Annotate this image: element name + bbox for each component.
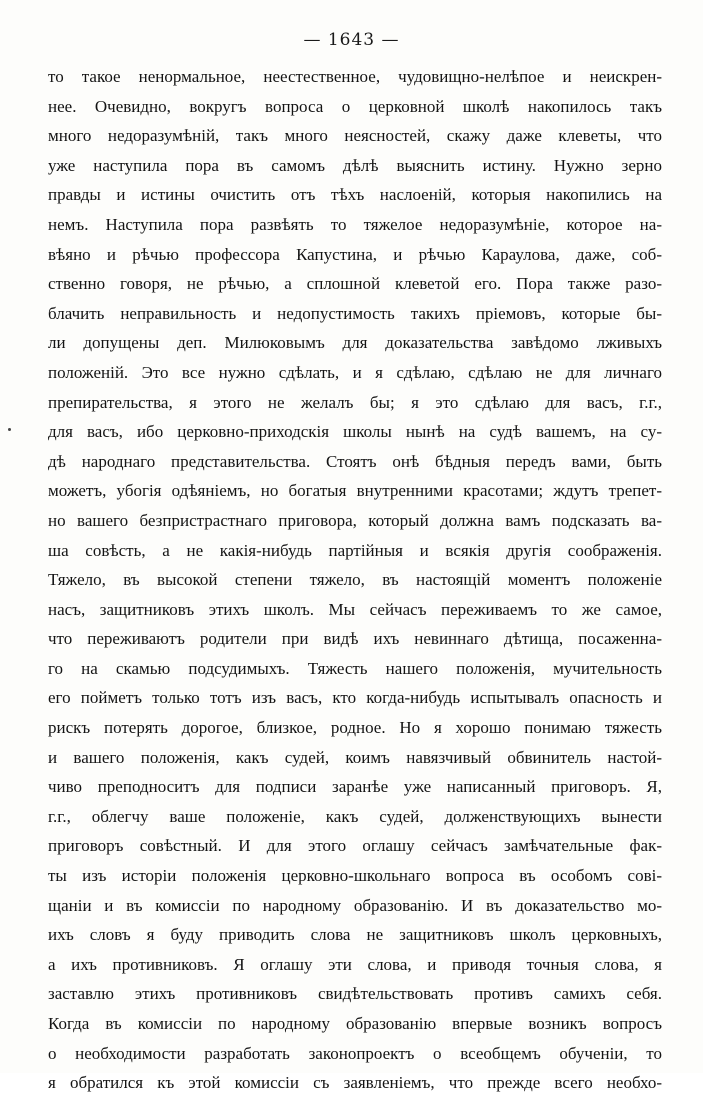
text-line: Когда въ комиссіи по народному образованію впервые возникъ вопросъ [48, 1014, 662, 1033]
text-line: ты изъ исторіи положенія церковно-школьнаго вопроса въ особомъ сові- [48, 866, 662, 886]
text-line: щаніи и въ комиссіи по народному образованію. И въ доказательство мо- [48, 895, 662, 915]
text-line: то такое ненормальное, неестественное, чудовищно-нелѣпое и неискрен- [48, 67, 662, 86]
text-line: ственно говоря, не рѣчью, а сплошной клеветой его. Пора также разо- [48, 274, 662, 294]
text-line: что переживаютъ родители при видѣ ихъ невиннаго дѣтища, посаженна- [48, 629, 662, 649]
margin-mark [8, 428, 11, 431]
text-line: ихъ словъ я буду приводить слова не защитниковъ школъ церковныхъ, [48, 925, 662, 945]
text-line: дѣ народнаго представительства. Стоятъ онѣ бѣдныя передъ вами, быть [48, 451, 662, 471]
text-line: о необходимости разработать законопроектъ о всеобщемъ обученіи, то [48, 1043, 662, 1063]
text-line: ли допущены деп. Милюковымъ для доказательства завѣдомо лживыхъ [48, 333, 662, 353]
text-line: рискъ потерять дорогое, близкое, родное. Но я хорошо понимаю тяжесть [48, 718, 662, 738]
text-line: для васъ, ибо церковно-приходскія школы нынѣ на судѣ вашемъ, на су- [48, 422, 662, 442]
text-line: положеній. Это все нужно сдѣлать, и я сдѣлаю, сдѣлаю не для личнаго [48, 362, 662, 382]
text-line: но вашего безпристрастнаго приговора, который должна вамъ подсказать ва- [48, 510, 662, 530]
text-line: правды и истины очистить отъ тѣхъ наслоеній, которыя накопились на [48, 185, 662, 205]
text-line: препирательства, я этого не желалъ бы; я это сдѣлаю для васъ, г.г., [48, 392, 662, 412]
body-text [48, 62, 662, 1098]
page-number: — 1643 — [303, 30, 400, 50]
text-line: а ихъ противниковъ. Я оглашу эти слова, и приводя точныя слова, я [48, 954, 662, 974]
text-line: уже наступила пора въ самомъ дѣлѣ выяснить истину. Нужно зерно [48, 155, 662, 175]
text-line: ша совѣсть, а не какія-нибудь партійныя и всякія другія соображенія. [48, 540, 662, 560]
text-line: го на скамью подсудимыхъ. Тяжесть нашего положенія, мучительность [48, 658, 662, 678]
text-line: я обратился къ этой комиссіи съ заявленіемъ, что прежде всего необхо- [48, 1073, 662, 1093]
text-line: Тяжело, въ высокой степени тяжело, въ настоящій моментъ положеніе [48, 570, 662, 590]
text-line: приговоръ совѣстный. И для этого оглашу сейчасъ замѣчательные фак- [48, 836, 662, 856]
text-line: г.г., облегчу ваше положеніе, какъ судей, долженствующихъ вынести [48, 806, 662, 826]
text-line: и вашего положенія, какъ судей, коимъ навязчивый обвинитель настой- [48, 747, 662, 767]
text-line: чиво преподноситъ для подписи заранѣе уже написанный приговоръ. Я, [48, 777, 662, 797]
text-line: много недоразумѣній, такъ много неясностей, скажу даже клеветы, что [48, 126, 662, 146]
text-line: нее. Очевидно, вокругъ вопроса о церковной школѣ накопилось такъ [48, 96, 662, 116]
text-line: его пойметъ только тотъ изъ васъ, кто когда-нибудь испытывалъ опасность и [48, 688, 662, 708]
text-line: можетъ, убогія одѣяніемъ, но богатыя внутренними красотами; ждутъ трепет- [48, 481, 662, 501]
text-line: заставлю этихъ противниковъ свидѣтельствовать противъ самихъ себя. [48, 984, 662, 1004]
text-line: вѣяно и рѣчью профессора Капустина, и рѣчью Караулова, даже, соб- [48, 244, 662, 264]
text-line: немъ. Наступила пора развѣять то тяжелое недоразумѣніе, которое на- [48, 214, 662, 234]
text-line: насъ, защитниковъ этихъ школъ. Мы сейчасъ переживаемъ то же самое, [48, 599, 662, 619]
text-line: блачить неправильность и недопустимость такихъ пріемовъ, которые бы- [48, 303, 662, 323]
